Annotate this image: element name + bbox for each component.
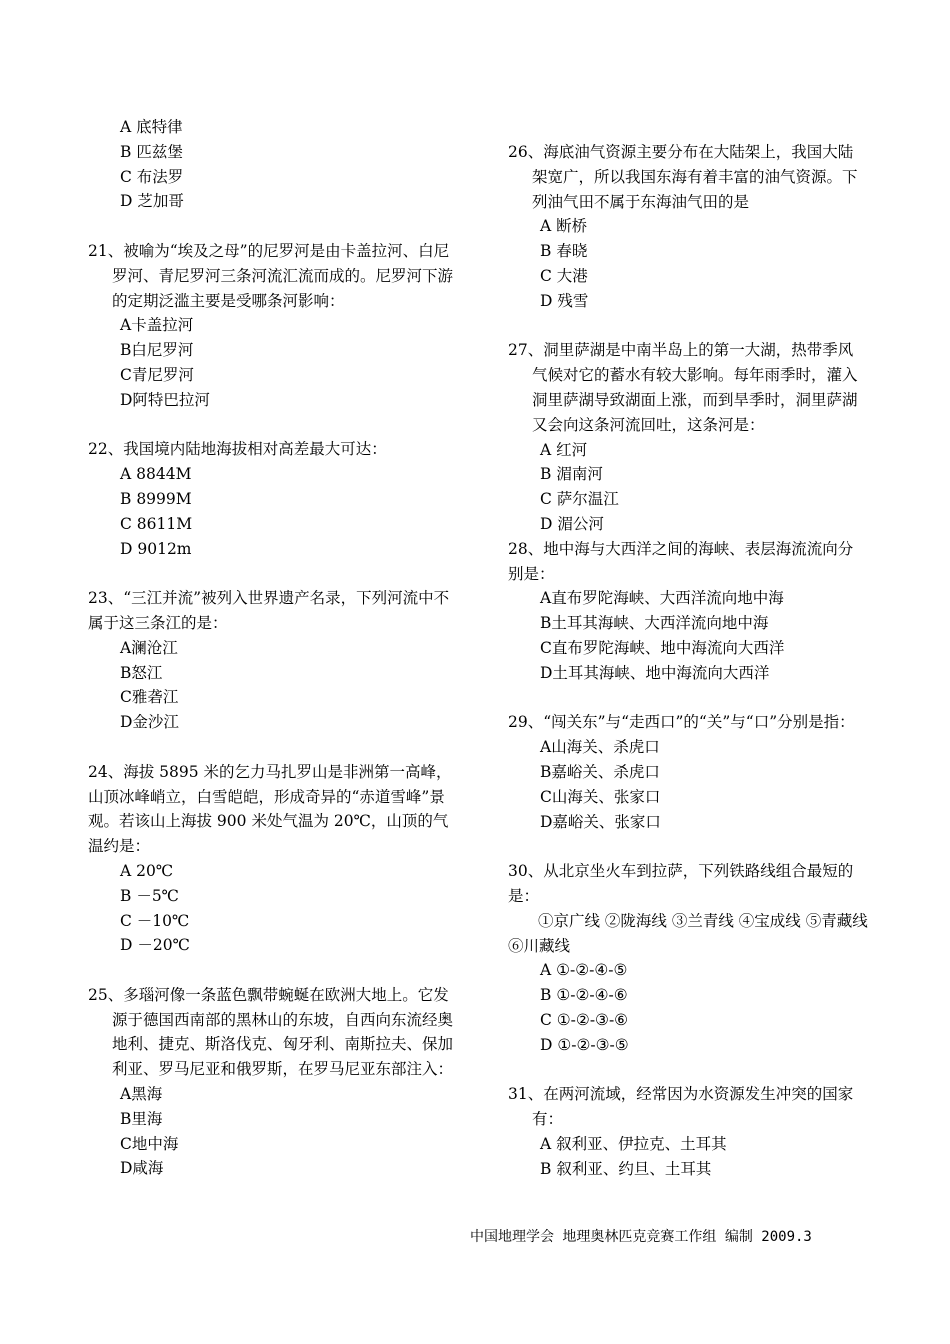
question-24 (88, 760, 460, 958)
question-29 (508, 710, 868, 834)
option-a: A ①-②-④-⑤ (540, 961, 628, 980)
option-b: B 湄南河 (540, 465, 603, 484)
question-30 (508, 859, 868, 1057)
option-a: A 断桥 (540, 217, 588, 236)
option-a: A澜沧江 (120, 638, 178, 657)
question-stem: 23、“三江并流”被列入世界遗产名录，下列河流中不属于这三条江的是： (88, 589, 450, 632)
option-a: A 20℃ (120, 861, 174, 880)
option-b: B 匹兹堡 (120, 142, 183, 161)
option-a: A 红河 (540, 440, 588, 459)
option-a: A 8844M (120, 465, 192, 484)
option-c: C 8611M (120, 514, 193, 533)
question-28 (508, 537, 868, 686)
question-23 (88, 586, 460, 735)
option-c: C －10℃ (120, 911, 190, 930)
option-c: C 布法罗 (120, 167, 184, 186)
question-stem: 28、地中海与大西洋之间的海峡、表层海流流向分别是： (508, 539, 854, 583)
option-b: B里海 (120, 1109, 163, 1128)
option-b: B 叙利亚、约旦、土耳其 (540, 1159, 712, 1178)
option-d: D 9012m (120, 539, 192, 558)
option-a: A卡盖拉河 (120, 316, 194, 335)
option-a: A 底特律 (120, 118, 183, 136)
option-d: D ①-②-③-⑤ (540, 1035, 629, 1054)
option-b: B ①-②-④-⑥ (540, 986, 628, 1005)
question-26 (508, 140, 868, 314)
question-stem: 27、洞里萨湖是中南半岛上的第一大湖，热带季风气候对它的蓄水有较大影响。每年雨季时，灌入洞里萨湖导致湖面上涨，而到旱季时，洞里萨湖又会向这条河流回吐，这条河是： (508, 341, 858, 434)
option-b: B白尼罗河 (120, 341, 194, 360)
question-27 (508, 338, 868, 536)
option-a: A直布罗陀海峡、大西洋流向地中海 (540, 589, 784, 608)
option-b: B 8999M (120, 489, 192, 508)
option-d: D －20℃ (120, 936, 190, 955)
question-25 (88, 983, 460, 1181)
option-d: D 芝加哥 (120, 192, 184, 211)
option-c: C山海关、张家口 (540, 787, 661, 806)
option-c: C雅砻江 (120, 688, 179, 707)
option-b: B土耳其海峡、大西洋流向地中海 (540, 614, 769, 633)
question-stem: 31、在两河流域，经常因为水资源发生冲突的国家有： (508, 1085, 854, 1129)
option-a: A 叙利亚、伊拉克、土耳其 (540, 1134, 727, 1153)
question-stem: 25、多瑙河像一条蓝色飘带蜿蜒在欧洲大地上。它发源于德国西南部的黑林山的东坡，自西向东流经奥地利、捷克、斯洛伐克、匈牙利、南斯拉夫、保加利亚、罗马尼亚和俄罗斯，在罗马尼亚东部注入： (88, 985, 454, 1079)
option-d: D 残雪 (540, 291, 589, 310)
option-d: D土耳其海峡、地中海流向大西洋 (540, 663, 770, 682)
option-d: D 湄公河 (540, 514, 604, 533)
option-b: B嘉峪关、杀虎口 (540, 762, 660, 781)
question-stem: 29、“闯关东”与“走西口”的“关”与“口”分别是指： (508, 713, 855, 732)
option-d: D阿特巴拉河 (120, 390, 210, 409)
option-a: A黑海 (120, 1085, 163, 1104)
right-column (508, 140, 868, 1181)
question-22 (88, 437, 460, 561)
railway-lines: ①京广线 ②陇海线 ③兰青线 ④宝成线 ⑤青藏线 ⑥川藏线 (508, 911, 868, 955)
option-a: A山海关、杀虎口 (540, 738, 660, 757)
page-footer: 中国地理学会 地理奥林匹克竞赛工作组 编制 2009.3 (470, 1229, 812, 1245)
left-column (88, 115, 460, 1181)
question-stem: 26、海底油气资源主要分布在大陆架上，我国大陆架宽广，所以我国东海有着丰富的油气资源。下列油气田不属于东海油气田的是 (508, 143, 858, 211)
option-c: C青尼罗河 (120, 365, 194, 384)
question-21 (88, 239, 460, 413)
question-stem: 30、从北京坐火车到拉萨，下列铁路线组合最短的是： (508, 862, 854, 905)
question-stem: 22、我国境内陆地海拔相对高差最大可达： (88, 440, 387, 459)
option-c: C 萨尔温江 (540, 490, 619, 509)
option-c: C地中海 (120, 1134, 179, 1153)
question-20-tail (88, 115, 460, 214)
option-b: B 春晓 (540, 242, 588, 261)
question-31 (508, 1082, 868, 1181)
option-d: D嘉峪关、张家口 (540, 812, 661, 831)
question-stem: 21、被喻为“埃及之母”的尼罗河是由卡盖拉河、白尼罗河、青尼罗河三条河流汇流而成的。尼罗河下游的定期泛滥主要是受哪条河影响： (88, 241, 454, 310)
option-c: C 大港 (540, 266, 588, 285)
option-c: C ①-②-③-⑥ (540, 1010, 629, 1029)
question-stem: 24、海拔 5895 米的乞力马扎罗山是非洲第一高峰，山顶冰峰峭立，白雪皑皑，形成奇异的“赤道雪峰”景观。若该山上海拔 900 米处气温为 20℃，山顶的气温约是： (88, 762, 452, 856)
option-b: B怒江 (120, 663, 163, 682)
option-d: D金沙江 (120, 713, 179, 732)
option-d: D咸海 (120, 1159, 164, 1178)
option-b: B －5℃ (120, 886, 180, 905)
option-c: C直布罗陀海峡、地中海流向大西洋 (540, 638, 785, 657)
